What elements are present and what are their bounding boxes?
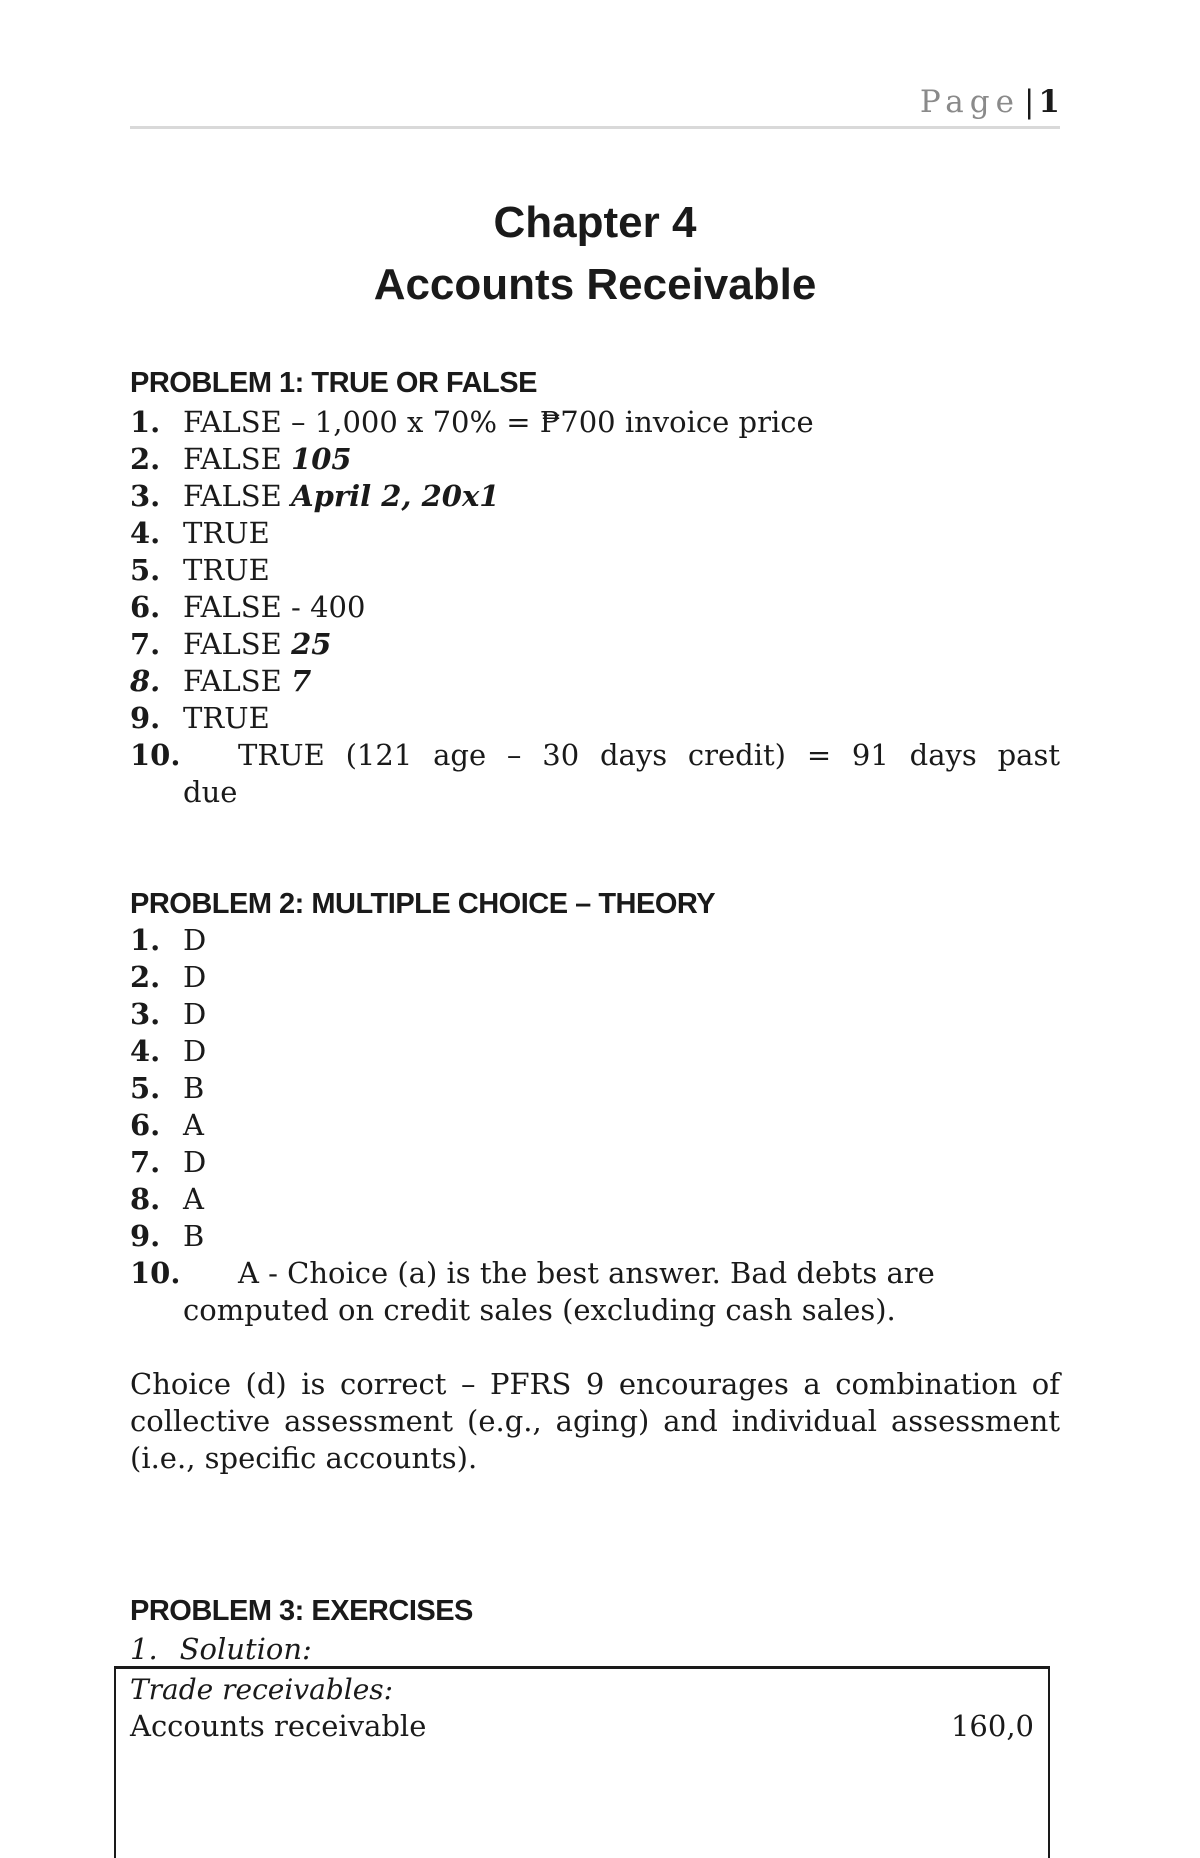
list-item xyxy=(130,626,1060,663)
table-row-label: Accounts receivable xyxy=(130,1709,427,1743)
item-number: 9. xyxy=(130,1219,161,1253)
item-number: 1. xyxy=(130,923,161,957)
item-number: 10. xyxy=(130,1256,181,1290)
list-item xyxy=(130,552,1060,589)
item-text: TRUE xyxy=(183,516,270,550)
item-text: FALSE – 1,000 x 70% = ₱700 invoice price xyxy=(183,405,814,439)
item-answer: 25 xyxy=(291,627,332,661)
item-text: D xyxy=(183,960,207,994)
list-item xyxy=(130,1255,1060,1329)
table-row-value: 160,0 xyxy=(950,1709,1034,1743)
item-number: 8. xyxy=(130,664,161,698)
item-number: 10. xyxy=(130,738,181,772)
item-text: A xyxy=(183,1108,204,1142)
item-number: 7. xyxy=(130,627,161,661)
list-item xyxy=(130,996,1060,1033)
list-item xyxy=(130,1144,1060,1181)
document-page xyxy=(130,0,1060,1855)
item-number: 2. xyxy=(130,960,161,994)
item-text: D xyxy=(183,1034,207,1068)
item-text: B xyxy=(183,1219,205,1253)
item-number: 8. xyxy=(130,1182,161,1216)
item-number: 2. xyxy=(130,442,161,476)
item-number: 7. xyxy=(130,1145,161,1179)
list-item xyxy=(130,1107,1060,1144)
list-item xyxy=(130,737,1060,811)
item-text: TRUE (121 age – 30 days credit) = 91 days past xyxy=(238,738,1060,772)
item-text: D xyxy=(183,997,207,1031)
list-item xyxy=(130,959,1060,996)
item-answer: 105 xyxy=(291,442,352,476)
list-item xyxy=(130,404,1060,441)
item-text: B xyxy=(183,1071,205,1105)
item-number: 5. xyxy=(130,553,161,587)
item-text: FALSE xyxy=(183,627,292,661)
page-number: 1 xyxy=(1038,84,1060,120)
solution-line xyxy=(130,1632,312,1666)
item-number: 3. xyxy=(130,479,161,513)
problem2-heading: PROBLEM 2: MULTIPLE CHOICE – THEORY xyxy=(130,888,716,920)
item-number: 6. xyxy=(130,590,161,624)
table-section-label: Trade receivables: xyxy=(130,1673,394,1706)
solution-label: Solution: xyxy=(179,1632,312,1666)
item-text-continued: due xyxy=(183,775,238,809)
list-item xyxy=(130,441,1060,478)
problem2-note: Choice (d) is correct – PFRS 9 encourages a combination of collective assessment (e.g., aging) and individual assessment (i.e., specific accounts). xyxy=(130,1367,1060,1475)
list-item xyxy=(130,922,1060,959)
item-text: D xyxy=(183,1145,207,1179)
item-text: TRUE xyxy=(183,701,270,735)
item-text: A xyxy=(183,1182,204,1216)
item-text: D xyxy=(183,923,207,957)
item-number: 3. xyxy=(130,997,161,1031)
item-text: FALSE xyxy=(183,442,292,476)
page-label: Page xyxy=(919,84,1020,120)
item-answer: April 2, 20x1 xyxy=(291,479,500,513)
problem2-list xyxy=(130,922,1060,1329)
chapter-subtitle: Accounts Receivable xyxy=(373,260,817,309)
item-number: 1. xyxy=(130,405,161,439)
list-item xyxy=(130,663,1060,700)
problem1-heading: PROBLEM 1: TRUE OR FALSE xyxy=(130,367,537,399)
item-text: FALSE - 400 xyxy=(183,590,366,624)
item-number: 1. xyxy=(130,1632,158,1666)
item-number: 9. xyxy=(130,701,161,735)
item-text: TRUE xyxy=(183,553,270,587)
list-item xyxy=(130,1218,1060,1255)
header-rule xyxy=(130,126,1060,129)
item-text-continued: computed on credit sales (excluding cash sales). xyxy=(183,1293,896,1327)
item-text: FALSE xyxy=(183,664,292,698)
item-number: 4. xyxy=(130,1034,161,1068)
problem1-list xyxy=(130,404,1060,811)
solution-table xyxy=(114,1666,1050,1858)
item-text: FALSE xyxy=(183,479,292,513)
item-answer: 7 xyxy=(291,664,312,698)
list-item xyxy=(130,589,1060,626)
item-number: 4. xyxy=(130,516,161,550)
list-item xyxy=(130,1070,1060,1107)
page-separator: | xyxy=(1023,84,1035,120)
list-item xyxy=(130,1181,1060,1218)
chapter-title: Chapter 4 xyxy=(493,198,697,247)
item-text: A - Choice (a) is the best answer. Bad debts are xyxy=(238,1256,935,1290)
item-number: 6. xyxy=(130,1108,161,1142)
list-item xyxy=(130,1033,1060,1070)
page-header xyxy=(920,84,1060,120)
list-item xyxy=(130,515,1060,552)
item-number: 5. xyxy=(130,1071,161,1105)
list-item xyxy=(130,700,1060,737)
problem3-heading: PROBLEM 3: EXERCISES xyxy=(130,1595,473,1627)
list-item xyxy=(130,478,1060,515)
